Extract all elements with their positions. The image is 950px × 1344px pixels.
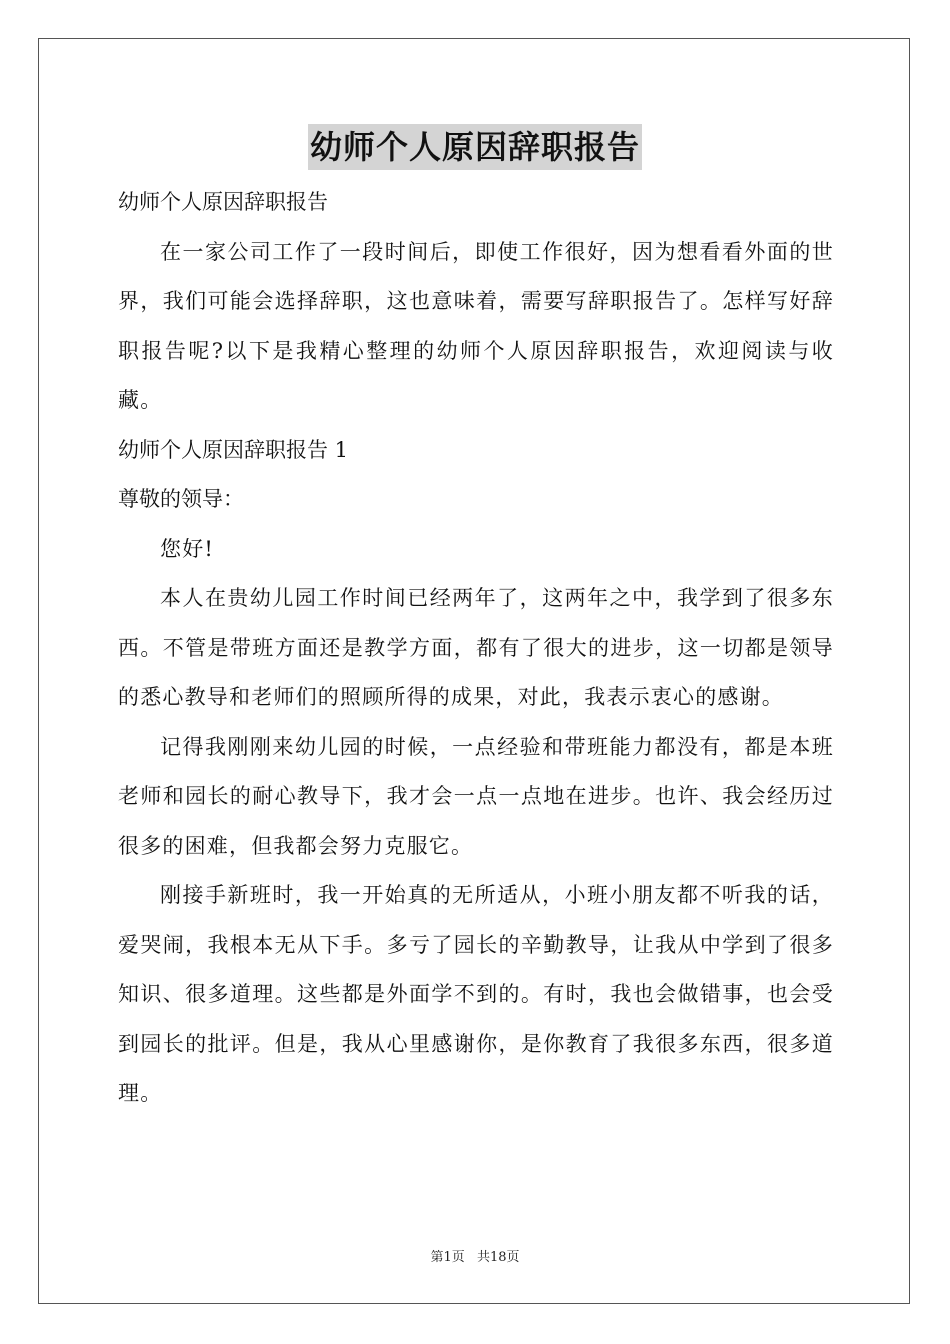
document-subtitle: 幼师个人原因辞职报告 <box>118 190 328 214</box>
page-footer <box>0 1246 950 1265</box>
page-total: 共18页 <box>476 1250 520 1265</box>
body-paragraph-2: 记得我刚刚来幼儿园的时候，一点经验和带班能力都没有，都是本班老师和园长的耐心教导下，我才会一点一点地在进步。也许、我会经历过很多的困难，但我都会努力克服它。 <box>118 734 834 858</box>
body-paragraph-3: 刚接手新班时，我一开始真的无所适从，小班小朋友都不听我的话，爱哭闹，我根本无从下手。多亏了园长的辛勤教导，让我从中学到了很多知识、很多道理。这些都是外面学不到的。有时，我也会做错事，也会受到园长的批评。但是，我从心里感谢你，是你教育了我很多东西，很多道理。 <box>118 883 834 1105</box>
title-block <box>0 124 950 170</box>
page-number: 第1页 <box>430 1250 465 1265</box>
body-paragraph-1: 本人在贵幼儿园工作时间已经两年了，这两年之中，我学到了很多东西。不管是带班方面还是教学方面，都有了很大的进步，这一切都是领导的悉心教导和老师们的照顾所得的成果，对此，我表示衷心的感谢。 <box>118 586 834 709</box>
document-body <box>118 178 834 1119</box>
intro-paragraph: 在一家公司工作了一段时间后，即使工作很好，因为想看看外面的世界，我们可能会选择辞职，这也意味着，需要写辞职报告了。怎样写好辞职报告呢?以下是我精心整理的幼师个人原因辞职报告，欢迎阅读与收藏。 <box>118 239 834 412</box>
salutation: 尊敬的领导： <box>118 487 244 511</box>
greeting: 您好! <box>160 536 215 561</box>
document-title: 幼师个人原因辞职报告 <box>308 124 642 170</box>
section-heading: 幼师个人原因辞职报告 1 <box>118 437 349 462</box>
